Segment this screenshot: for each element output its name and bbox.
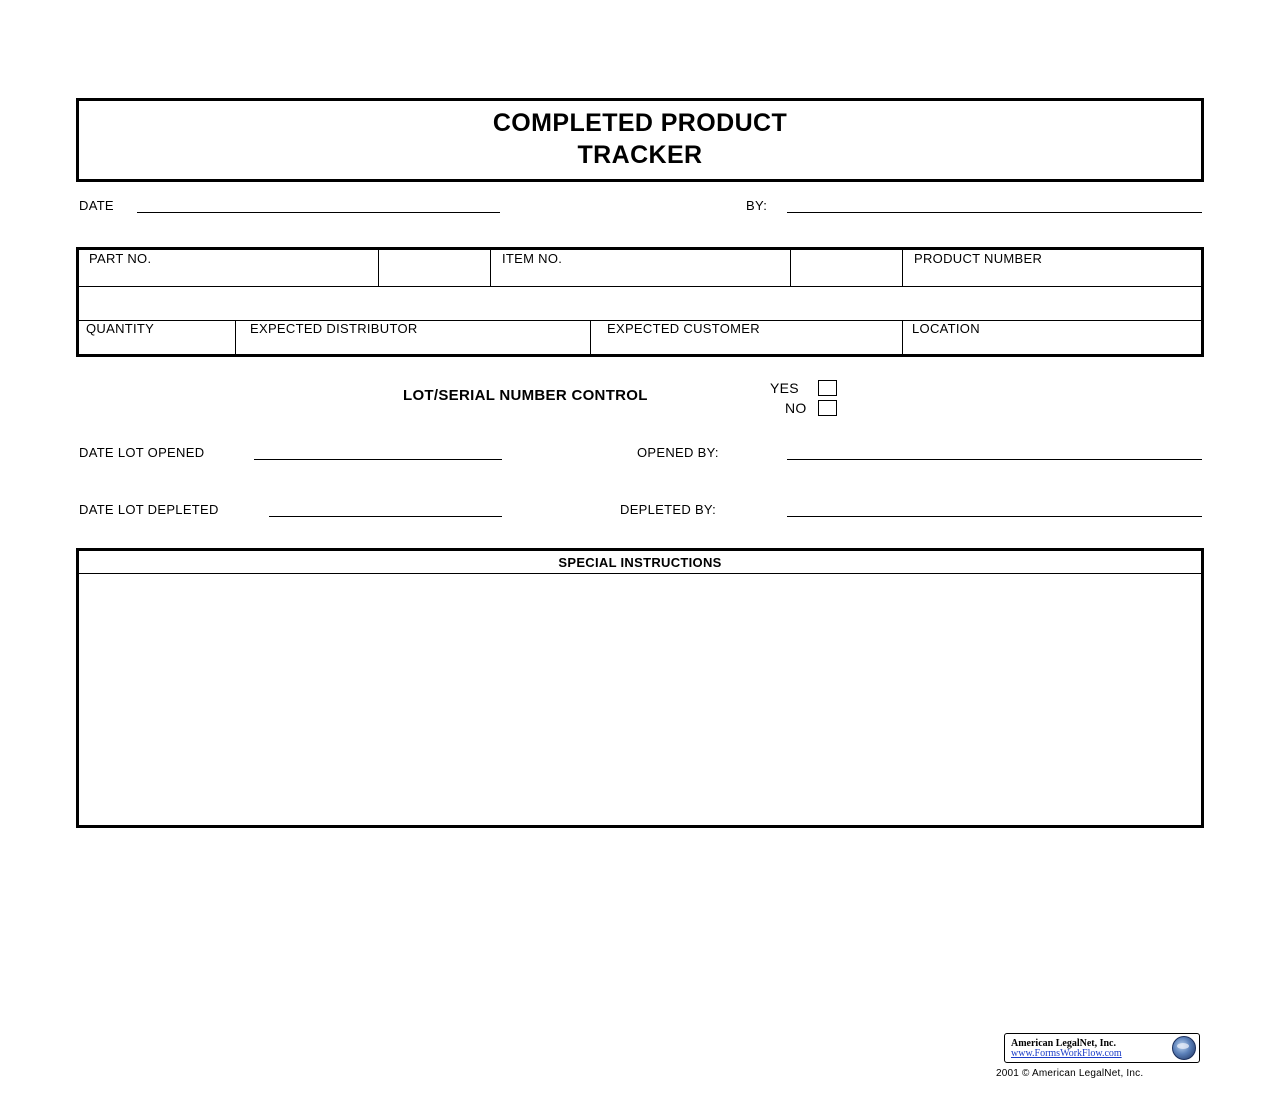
logo-url[interactable]: www.FormsWorkFlow.com bbox=[1011, 1048, 1122, 1059]
no-label: NO bbox=[785, 400, 807, 416]
part-no-label: PART NO. bbox=[89, 251, 152, 266]
blank-row-field[interactable] bbox=[79, 287, 1201, 320]
product-table bbox=[76, 247, 1204, 357]
expected-distributor-label: EXPECTED DISTRIBUTOR bbox=[250, 321, 418, 336]
item-no-extra-field[interactable] bbox=[791, 250, 902, 286]
part-no-extra-field[interactable] bbox=[379, 250, 490, 286]
copyright-text: 2001 © American LegalNet, Inc. bbox=[996, 1068, 1144, 1079]
yes-checkbox[interactable] bbox=[818, 380, 837, 396]
globe-icon bbox=[1172, 1036, 1196, 1060]
quantity-field[interactable] bbox=[79, 321, 235, 354]
logo-company-name: American LegalNet, Inc. bbox=[1011, 1038, 1116, 1049]
date-lot-opened-label: DATE LOT OPENED bbox=[79, 445, 205, 460]
opened-by-label: OPENED BY: bbox=[637, 445, 719, 460]
depleted-by-field[interactable] bbox=[787, 516, 1202, 517]
yes-label: YES bbox=[770, 380, 799, 396]
title-box bbox=[76, 98, 1204, 182]
special-instructions-field[interactable] bbox=[79, 574, 1201, 825]
american-legalnet-logo bbox=[1004, 1033, 1200, 1063]
date-lot-depleted-label: DATE LOT DEPLETED bbox=[79, 502, 219, 517]
location-field[interactable] bbox=[903, 321, 1201, 354]
date-lot-opened-field[interactable] bbox=[254, 459, 502, 460]
depleted-by-label: DEPLETED BY: bbox=[620, 502, 717, 517]
by-field[interactable] bbox=[787, 212, 1202, 213]
by-label: BY: bbox=[746, 198, 768, 213]
date-lot-depleted-field[interactable] bbox=[269, 516, 502, 517]
expected-distributor-field[interactable] bbox=[236, 321, 590, 354]
date-label: DATE bbox=[79, 198, 114, 213]
no-checkbox[interactable] bbox=[818, 400, 837, 416]
expected-customer-label: EXPECTED CUSTOMER bbox=[607, 321, 760, 336]
item-no-field[interactable] bbox=[491, 250, 790, 286]
special-instructions-heading: SPECIAL INSTRUCTIONS bbox=[79, 551, 1201, 574]
opened-by-field[interactable] bbox=[787, 459, 1202, 460]
expected-customer-field[interactable] bbox=[591, 321, 902, 354]
location-label: LOCATION bbox=[912, 321, 980, 336]
date-field[interactable] bbox=[137, 212, 500, 213]
part-no-field[interactable] bbox=[79, 250, 378, 286]
form-title-line-2: TRACKER bbox=[577, 141, 703, 169]
item-no-label: ITEM NO. bbox=[502, 251, 563, 266]
special-instructions-box bbox=[76, 548, 1204, 828]
product-number-label: PRODUCT NUMBER bbox=[914, 251, 1043, 266]
lot-serial-control-label: LOT/SERIAL NUMBER CONTROL bbox=[403, 387, 648, 404]
product-number-field[interactable] bbox=[903, 250, 1201, 286]
quantity-label: QUANTITY bbox=[86, 321, 155, 336]
form-title-line-1: COMPLETED PRODUCT bbox=[492, 109, 788, 137]
